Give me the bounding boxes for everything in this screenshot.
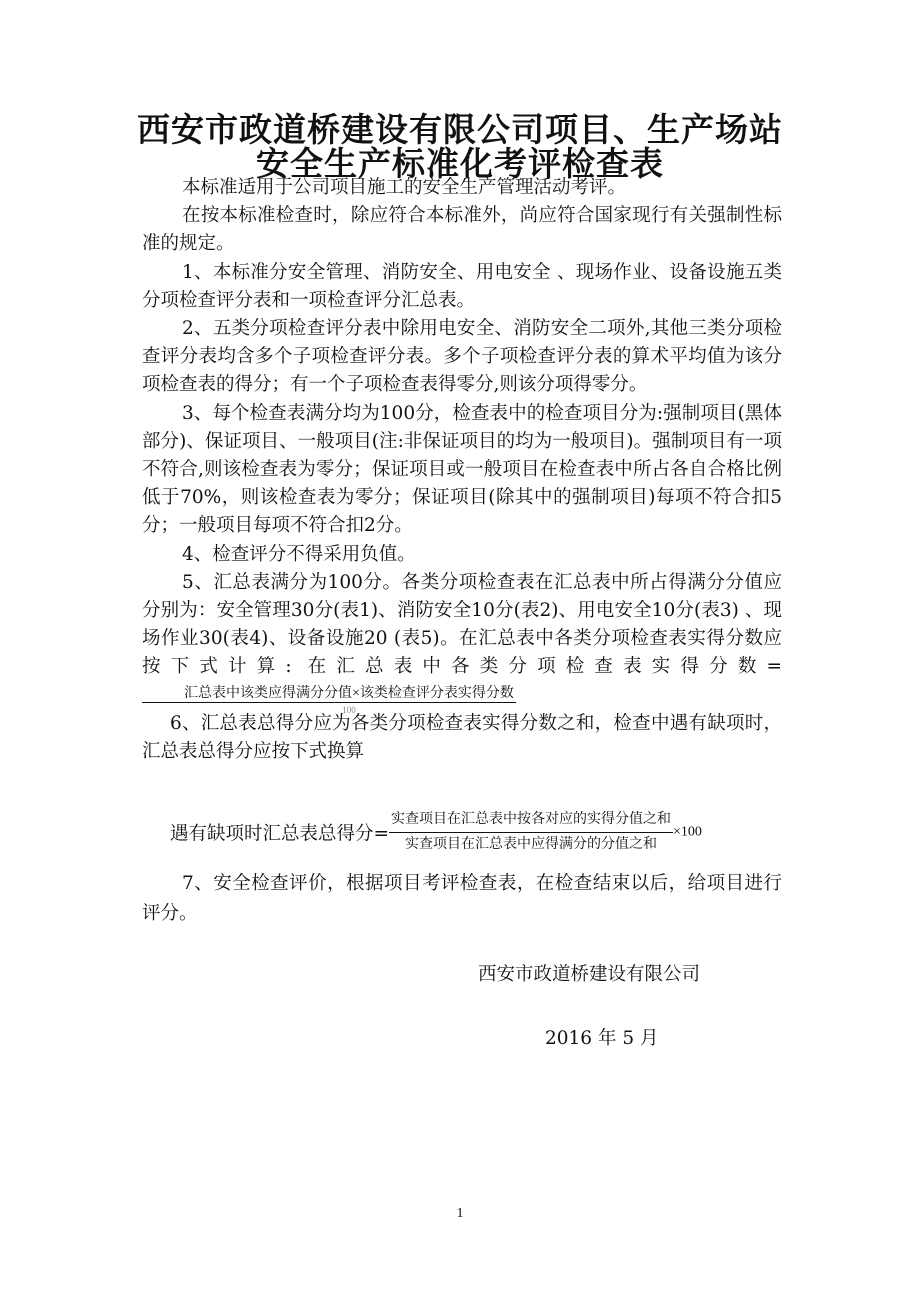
item-5-text: 5、汇总表满分为100分。各类分项检查表在汇总表中所占得满分分值应分别为：安全管理30分(表1)、消防安全10分(表2)、用电安全10分(表3) 、现场作业30(表4)、设备设施20 (表5)。在汇总表中各类分项检查表实得分数应按下式计算: 在汇总表中各类分项检查表实得分数= <box>142 571 782 678</box>
document-title-line2: 安全生产标准化考评检查表 <box>256 144 664 183</box>
item-3-paragraph: 3、每个检查表满分均为100分，检查表中的检查项目分为:强制项目(黑体部分)、保证项目、一般项目(注:非保证项目的均为一般项目)。强制项目有一项不符合,则该检查表为零分；保证项目或一般项目在检查表中所占各自合格比例低于70%，则该检查表为零分；保证项目(除其中的强制项目)每项不符合扣5分；一般项目每项不符合扣2分。 <box>142 402 782 537</box>
formula-1-denominator: 100 <box>342 704 356 715</box>
formula-1-numerator: 汇总表中该类应得满分分值×该类检查评分表实得分数 <box>142 685 516 703</box>
document-title-line1: 西安市政道桥建设有限公司项目、生产场站 <box>137 110 783 149</box>
item-5-paragraph <box>142 569 782 715</box>
formula-2-denominator: 实查项目在汇总表中应得满分的分值之和 <box>405 837 658 852</box>
item-6-paragraph: 6、汇总表总得分应为各类分项检查表实得分数之和，检查中遇有缺项时，汇总表总得分应按下式换算 <box>142 712 782 763</box>
formula-1-fraction <box>142 685 516 715</box>
item-7-block <box>142 869 782 929</box>
intro-paragraph-1: 本标准适用于公司项目施工的安全生产管理活动考评。 <box>182 177 627 198</box>
intro-paragraph-2: 在按本标准检查时，除应符合本标准外，尚应符合国家现行有关强制性标准的规定。 <box>142 205 782 255</box>
formula-2 <box>170 808 702 857</box>
company-signature: 西安市政道桥建设有限公司 <box>478 964 701 985</box>
document-body <box>142 174 782 766</box>
formula-2-multiplier: ×100 <box>673 824 702 840</box>
formula-2-fraction <box>389 808 673 857</box>
item-2-paragraph: 2、五类分项检查评分表中除用电安全、消防安全二项外,其他三类分项检查评分表均含多个子项检查评分表。多个子项检查评分表的算术平均值为该分项检查表的得分；有一个子项检查表得零分,则该分项得零分。 <box>142 318 782 396</box>
item-1-paragraph: 1、本标准分安全管理、消防安全、用电安全 、现场作业、设备设施五类分项检查评分表和一项检查评分汇总表。 <box>142 261 782 311</box>
formula-2-numerator: 实查项目在汇总表中按各对应的实得分值之和 <box>389 808 673 833</box>
document-date: 2016 年 5 月 <box>545 1028 659 1049</box>
item-4-paragraph: 4、检查评分不得采用负值。 <box>182 543 416 565</box>
item-7-paragraph: 7、安全检查评价，根据项目考评检查表，在检查结束以后，给项目进行评分。 <box>142 873 782 924</box>
formula-2-label: 遇有缺项时汇总表总得分= <box>170 823 390 845</box>
page-number: 1 <box>456 1206 464 1221</box>
